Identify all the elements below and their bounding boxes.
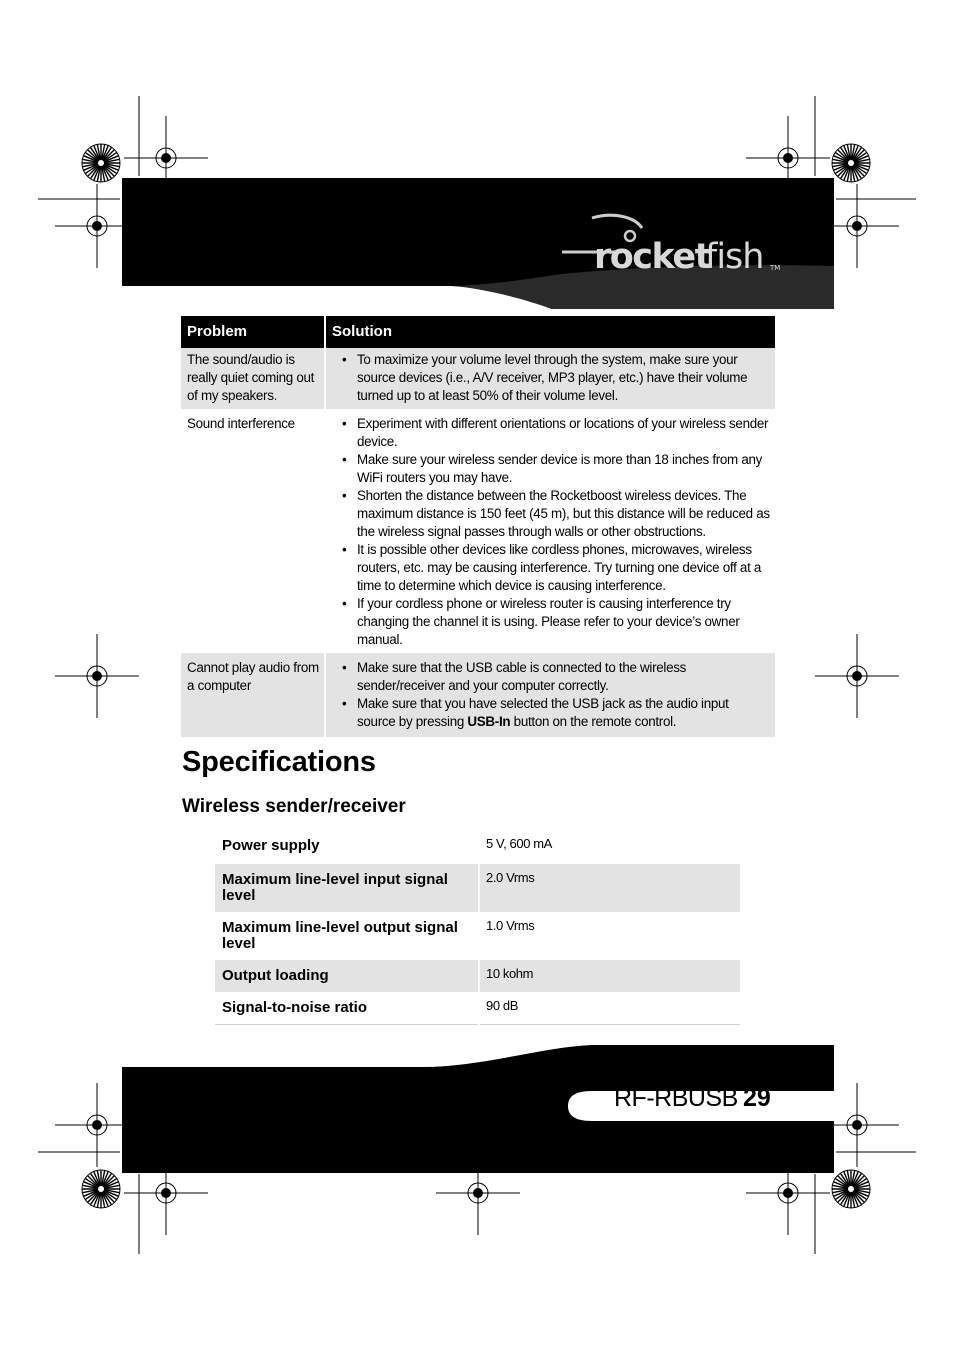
spec-label: Signal-to-noise ratio xyxy=(215,992,479,1025)
solution-cell xyxy=(325,653,775,737)
problem-cell: The sound/audio is really quiet coming out of my speakers. xyxy=(181,348,325,409)
specifications-subtitle: Wireless sender/receiver xyxy=(182,796,406,817)
solution-text-tail: button on the remote control. xyxy=(510,714,677,729)
logo-text-fish: fish xyxy=(705,237,764,277)
solution-item xyxy=(350,695,770,731)
table-row xyxy=(181,348,775,409)
spec-row xyxy=(215,912,740,960)
spec-row xyxy=(215,960,740,992)
spec-row xyxy=(215,864,740,912)
spec-value: 1.0 Vrms xyxy=(486,918,535,933)
spec-value: 90 dB xyxy=(479,992,740,1025)
usb-in-button-label: USB-In xyxy=(467,714,511,729)
spec-value: 2.0 Vrms xyxy=(479,864,740,912)
spec-label: Maximum line-level input signal level xyxy=(215,864,479,912)
logo-text: rocket xyxy=(594,237,710,277)
solution-text: Make sure that you have selected the USB jack as the audio input source by pressing xyxy=(357,696,729,729)
spec-value: 5 V, 600 mA xyxy=(486,836,552,851)
solution-item: • It is possible other devices like cordless phones, microwaves, wireless routers, etc. may be causing interference. Try turning one device off at a time to determine which device is causing interference. xyxy=(350,541,770,595)
specifications-table xyxy=(215,830,740,1025)
table-row xyxy=(181,409,775,653)
solution-cell xyxy=(325,348,775,409)
table-row xyxy=(181,653,775,737)
model-number: RF-RBUSB xyxy=(614,1084,738,1112)
spec-label: Output loading xyxy=(215,960,479,992)
spec-value: 10 kohm xyxy=(479,960,740,992)
solution-cell xyxy=(325,409,775,653)
solution-item: • Experiment with different orientations or locations of your wireless sender device. xyxy=(350,415,770,451)
rocketfish-logo xyxy=(562,210,792,290)
solution-item: • To maximize your volume level through the system, make sure your source devices (i.e., A/V receiver, MP3 player, etc.) have their volume turned up to at least 50% of their volume level. xyxy=(350,351,770,405)
page-number: 29 xyxy=(743,1084,771,1112)
solution-item: • If your cordless phone or wireless router is causing interference try changing the channel it is using. Please refer to your device’s owner manual. xyxy=(350,595,770,649)
table-header-row xyxy=(181,316,775,348)
specifications-title: Specifications xyxy=(182,746,376,778)
spec-row xyxy=(215,830,740,864)
problem-cell: Sound interference xyxy=(181,409,325,653)
spec-label: Maximum line-level output signal level xyxy=(215,912,479,960)
solution-item: • Make sure your wireless sender device is more than 18 inches from any WiFi routers you may have. xyxy=(350,451,770,487)
solution-header: Solution xyxy=(325,316,775,348)
spec-label: Power supply xyxy=(215,830,479,864)
troubleshooting-table xyxy=(181,316,775,737)
solution-item: • Shorten the distance between the Rocketboost wireless devices. The maximum distance is 150 feet (45 m), but this distance will be reduced as the wireless signal passes through walls or other obstructions. xyxy=(350,487,770,541)
trademark-symbol: TM xyxy=(770,264,781,272)
problem-header: Problem xyxy=(181,316,325,348)
problem-cell: Cannot play audio from a computer xyxy=(181,653,325,737)
solution-item: • Make sure that the USB cable is connected to the wireless sender/receiver and your computer correctly. xyxy=(350,659,770,695)
spec-row xyxy=(215,992,740,1025)
